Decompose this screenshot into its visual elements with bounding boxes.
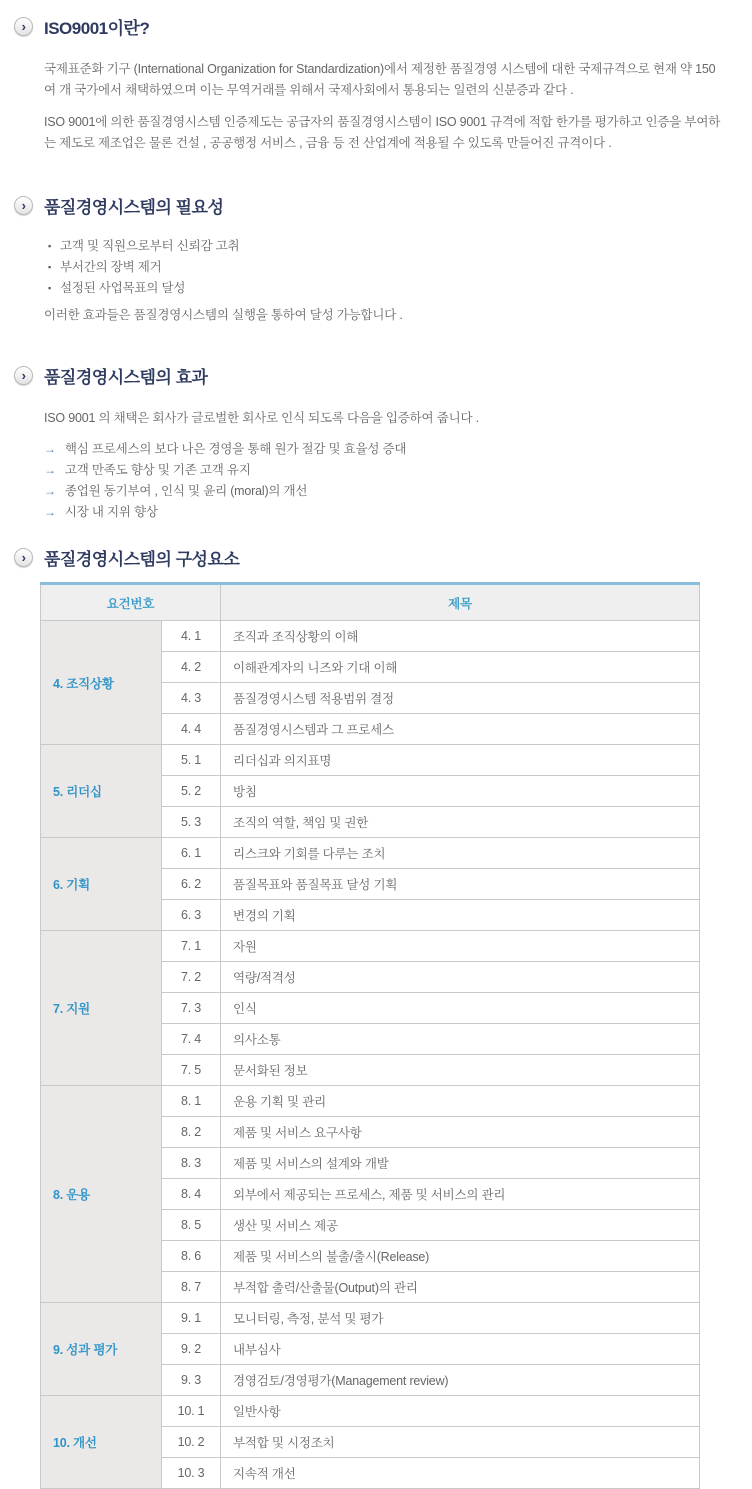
clause-number-cell: 9. 3 bbox=[162, 1365, 221, 1396]
iso9001-info-page bbox=[0, 14, 752, 1481]
clause-number-cell: 8. 3 bbox=[162, 1148, 221, 1179]
clause-title-cell: 제품 및 서비스 요구사항 bbox=[221, 1117, 700, 1148]
effect-intro: ISO 9001 의 채택은 회사가 글로벌한 회사로 인식 되도록 다음을 입증하여 줍니다 . bbox=[44, 411, 479, 425]
clause-number-cell: 8. 4 bbox=[162, 1179, 221, 1210]
clause-title-cell: 품질경영시스템과 그 프로세스 bbox=[221, 714, 700, 745]
list-item: → 고객 만족도 향상 및 기존 고객 유지 bbox=[44, 460, 752, 481]
clause-number-cell: 5. 2 bbox=[162, 776, 221, 807]
qms-table-body bbox=[41, 621, 700, 1489]
category-cell: 9. 성과 평가 bbox=[41, 1303, 162, 1396]
clause-title-cell: 리더십과 의지표명 bbox=[221, 745, 700, 776]
qms-components-table bbox=[40, 582, 700, 1489]
section-title: 품질경영시스템의 필요성 bbox=[44, 198, 224, 217]
clause-number-cell: 8. 2 bbox=[162, 1117, 221, 1148]
section-heading-iso9001 bbox=[14, 14, 752, 39]
clause-title-cell: 부적합 및 시정조치 bbox=[221, 1427, 700, 1458]
section-title: 품질경영시스템의 구성요소 bbox=[44, 550, 240, 569]
section-necessity bbox=[0, 193, 752, 326]
clause-number-cell: 4. 2 bbox=[162, 652, 221, 683]
clause-title-cell: 경영검토/경영평가(Management review) bbox=[221, 1365, 700, 1396]
list-item: → 시장 내 지위 향상 bbox=[44, 502, 752, 523]
clause-title-cell: 내부심사 bbox=[221, 1334, 700, 1365]
table-row bbox=[41, 1086, 700, 1117]
clause-number-cell: 10. 1 bbox=[162, 1396, 221, 1427]
clause-number-cell: 8. 7 bbox=[162, 1272, 221, 1303]
clause-title-cell: 품질목표와 품질목표 달성 기획 bbox=[221, 869, 700, 900]
clause-number-cell: 5. 1 bbox=[162, 745, 221, 776]
clause-number-cell: 5. 3 bbox=[162, 807, 221, 838]
necessity-bullet-list bbox=[48, 236, 752, 299]
intro-paragraph-2: ISO 9001에 의한 품질경영시스템 인증제도는 공급자의 품질경영시스템이 ISO 9001 규격에 적합 한가를 평가하고 인증을 부여하는 제도로 제조업은 물론 건설 , 공공행정 서비스 , 금융 등 전 산업계에 적용될 수 있도록 만들어진 규격이다 . bbox=[44, 115, 721, 150]
clause-number-cell: 9. 2 bbox=[162, 1334, 221, 1365]
category-cell: 8. 운용 bbox=[41, 1086, 162, 1303]
category-cell: 10. 개선 bbox=[41, 1396, 162, 1489]
clause-title-cell: 생산 및 서비스 제공 bbox=[221, 1210, 700, 1241]
clause-title-cell: 외부에서 제공되는 프로세스, 제품 및 서비스의 관리 bbox=[221, 1179, 700, 1210]
effect-arrow-list bbox=[44, 439, 752, 523]
section-heading-components bbox=[14, 545, 752, 570]
table-header-row bbox=[41, 584, 700, 621]
list-item: ▪ 고객 및 직원으로부터 신뢰감 고취 bbox=[48, 236, 752, 257]
clause-number-cell: 7. 1 bbox=[162, 931, 221, 962]
col-header-title: 제목 bbox=[221, 584, 700, 621]
clause-number-cell: 7. 2 bbox=[162, 962, 221, 993]
table-row bbox=[41, 838, 700, 869]
list-item: ▪ 부서간의 장벽 제거 bbox=[48, 257, 752, 278]
clause-number-cell: 4. 3 bbox=[162, 683, 221, 714]
col-header-req-no: 요건번호 bbox=[41, 584, 221, 621]
clause-title-cell: 제품 및 서비스의 설계와 개발 bbox=[221, 1148, 700, 1179]
clause-number-cell: 4. 4 bbox=[162, 714, 221, 745]
arrow-circle-icon: › bbox=[14, 17, 33, 36]
section-effect bbox=[0, 363, 752, 523]
section-title: ISO9001이란? bbox=[44, 19, 150, 38]
table-row bbox=[41, 931, 700, 962]
clause-title-cell: 운용 기획 및 관리 bbox=[221, 1086, 700, 1117]
clause-title-cell: 리스크와 기회를 다루는 조치 bbox=[221, 838, 700, 869]
clause-number-cell: 6. 2 bbox=[162, 869, 221, 900]
clause-number-cell: 8. 1 bbox=[162, 1086, 221, 1117]
clause-title-cell: 의사소통 bbox=[221, 1024, 700, 1055]
clause-title-cell: 지속적 개선 bbox=[221, 1458, 700, 1489]
clause-number-cell: 9. 1 bbox=[162, 1303, 221, 1334]
table-row bbox=[41, 1396, 700, 1427]
clause-number-cell: 7. 5 bbox=[162, 1055, 221, 1086]
arrow-circle-icon: › bbox=[14, 196, 33, 215]
clause-number-cell: 8. 5 bbox=[162, 1210, 221, 1241]
list-item: → 핵심 프로세스의 보다 나은 경영을 통해 원가 절감 및 효율성 증대 bbox=[44, 439, 752, 460]
clause-number-cell: 10. 3 bbox=[162, 1458, 221, 1489]
arrow-circle-icon: › bbox=[14, 548, 33, 567]
clause-title-cell: 문서화된 정보 bbox=[221, 1055, 700, 1086]
clause-title-cell: 조직의 역할, 책임 및 권한 bbox=[221, 807, 700, 838]
clause-title-cell: 부적합 출력/산출물(Output)의 관리 bbox=[221, 1272, 700, 1303]
clause-title-cell: 자원 bbox=[221, 931, 700, 962]
clause-number-cell: 7. 4 bbox=[162, 1024, 221, 1055]
clause-title-cell: 인식 bbox=[221, 993, 700, 1024]
clause-title-cell: 일반사항 bbox=[221, 1396, 700, 1427]
clause-number-cell: 6. 3 bbox=[162, 900, 221, 931]
section-components bbox=[0, 545, 752, 1489]
clause-number-cell: 7. 3 bbox=[162, 993, 221, 1024]
clause-number-cell: 6. 1 bbox=[162, 838, 221, 869]
category-cell: 6. 기획 bbox=[41, 838, 162, 931]
clause-title-cell: 변경의 기획 bbox=[221, 900, 700, 931]
category-cell: 5. 리더십 bbox=[41, 745, 162, 838]
table-row bbox=[41, 745, 700, 776]
section-heading-effect bbox=[14, 363, 752, 388]
intro-paragraph-1: 국제표준화 기구 (International Organization for Standardization)에서 제정한 품질경영 시스템에 대한 국제규격으로 현재 약 150여 개 국가에서 채택하였으며 이는 무역거래를 위해서 국제사회에서 통용되는 일련의 신분증과 같다 . bbox=[44, 62, 716, 97]
clause-title-cell: 조직과 조직상황의 이해 bbox=[221, 621, 700, 652]
category-cell: 4. 조직상황 bbox=[41, 621, 162, 745]
clause-title-cell: 모니터링, 측정, 분석 및 평가 bbox=[221, 1303, 700, 1334]
clause-title-cell: 이해관계자의 니즈와 기대 이해 bbox=[221, 652, 700, 683]
category-cell: 7. 지원 bbox=[41, 931, 162, 1086]
clause-title-cell: 제품 및 서비스의 불출/출시(Release) bbox=[221, 1241, 700, 1272]
clause-title-cell: 품질경영시스템 적용범위 결정 bbox=[221, 683, 700, 714]
list-item: ▪ 설정된 사업목표의 달성 bbox=[48, 278, 752, 299]
table-row bbox=[41, 1303, 700, 1334]
clause-number-cell: 4. 1 bbox=[162, 621, 221, 652]
table-row bbox=[41, 621, 700, 652]
table-header bbox=[41, 584, 700, 621]
clause-number-cell: 10. 2 bbox=[162, 1427, 221, 1458]
section-iso9001-intro bbox=[0, 14, 752, 154]
list-item: → 종업원 동기부여 , 인식 및 윤리 (moral)의 개선 bbox=[44, 481, 752, 502]
clause-title-cell: 방침 bbox=[221, 776, 700, 807]
clause-title-cell: 역량/적격성 bbox=[221, 962, 700, 993]
arrow-circle-icon: › bbox=[14, 366, 33, 385]
section-title: 품질경영시스템의 효과 bbox=[44, 368, 208, 387]
section-heading-necessity bbox=[14, 193, 752, 218]
necessity-footer: 이러한 효과들은 품질경영시스템의 실행을 통하여 달성 가능합니다 . bbox=[44, 308, 403, 322]
clause-number-cell: 8. 6 bbox=[162, 1241, 221, 1272]
